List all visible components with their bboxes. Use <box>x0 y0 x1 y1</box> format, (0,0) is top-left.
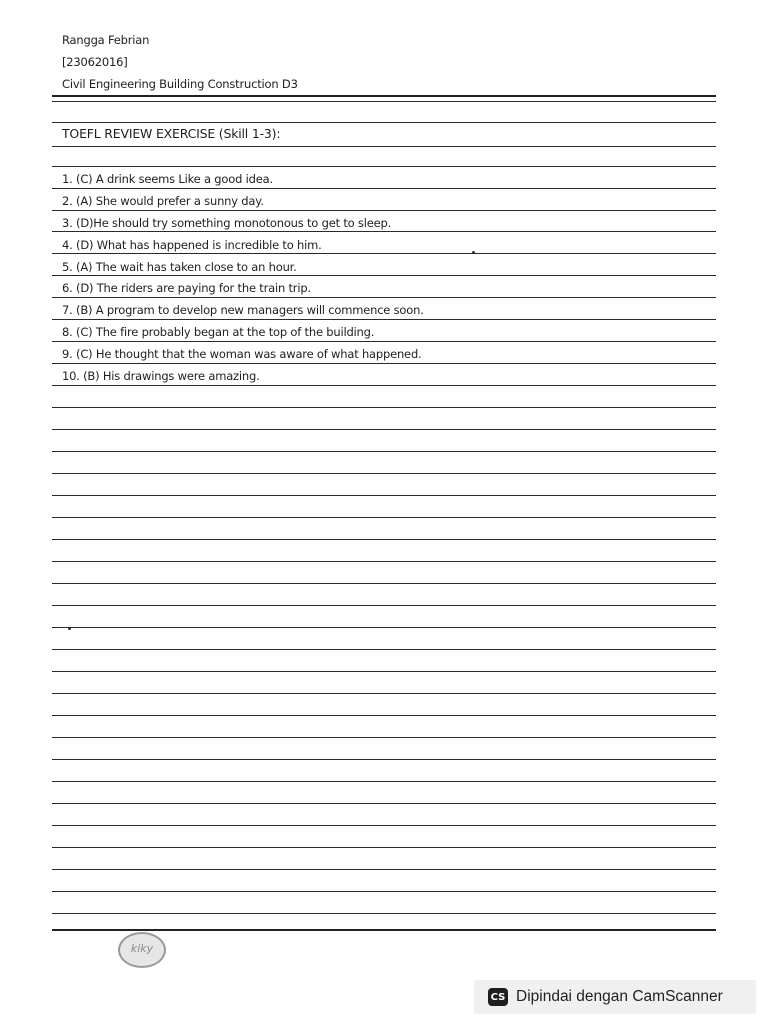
answer-line: 6. (D) The riders are paying for the train trip. <box>62 281 311 295</box>
ruled-line <box>52 253 716 254</box>
ruled-line <box>52 869 716 870</box>
answer-line: 4. (D) What has happened is incredible to him. <box>62 238 322 252</box>
ruled-line <box>52 583 716 584</box>
camscanner-watermark <box>474 980 756 1014</box>
ruled-line <box>52 210 716 211</box>
student-name: Rangga Febrian <box>62 33 150 47</box>
answer-line: 8. (C) The fire probably began at the top of the building. <box>62 325 375 339</box>
ruled-line <box>52 539 716 540</box>
ruled-line <box>52 319 716 320</box>
ruled-line <box>52 693 716 694</box>
ruled-line <box>52 715 716 716</box>
ruled-line <box>52 649 716 650</box>
answer-line: 5. (A) The wait has taken close to an hour. <box>62 260 297 274</box>
ruled-line <box>52 495 716 496</box>
ruled-line <box>52 737 716 738</box>
ruled-line <box>52 166 716 167</box>
ruled-line <box>52 363 716 364</box>
ruled-line <box>52 605 716 606</box>
ruled-line <box>52 231 716 232</box>
ruled-line <box>52 451 716 452</box>
ruled-line <box>52 407 716 408</box>
ruled-line <box>52 341 716 342</box>
ruled-line <box>52 759 716 760</box>
ruled-line <box>52 188 716 189</box>
exercise-title: TOEFL REVIEW EXERCISE (Skill 1-3): <box>62 126 281 141</box>
answer-line: 7. (B) A program to develop new managers will commence soon. <box>62 303 424 317</box>
study-program: Civil Engineering Building Construction D3 <box>62 77 298 91</box>
answer-line: 1. (C) A drink seems Like a good idea. <box>62 172 273 186</box>
ruled-line <box>52 429 716 430</box>
ruled-line <box>52 781 716 782</box>
ruled-line <box>52 671 716 672</box>
ruled-line <box>52 122 716 123</box>
notebook-logo: kiky <box>118 932 166 968</box>
ruled-line <box>52 627 716 628</box>
ruled-line <box>52 803 716 804</box>
ruled-line <box>52 385 716 386</box>
camscanner-text: Dipindai dengan CamScanner <box>516 988 723 1005</box>
ruled-line <box>52 146 716 147</box>
answer-line: 2. (A) She would prefer a sunny day. <box>62 194 264 208</box>
answer-line: 3. (D)He should try something monotonous to get to sleep. <box>62 216 392 230</box>
top-margin-rule-2 <box>52 101 716 102</box>
ruled-line <box>52 561 716 562</box>
ruled-line <box>52 517 716 518</box>
student-id: [23062016] <box>62 55 128 69</box>
top-margin-rule <box>52 95 716 97</box>
ruled-line <box>52 891 716 892</box>
camscanner-icon: CS <box>488 988 508 1006</box>
ruled-line <box>52 275 716 276</box>
ruled-line <box>52 913 716 914</box>
ruled-line <box>52 847 716 848</box>
ruled-line <box>52 825 716 826</box>
ruled-line <box>52 297 716 298</box>
ink-dot <box>472 251 475 254</box>
ruled-line <box>52 473 716 474</box>
answer-line: 10. (B) His drawings were amazing. <box>62 369 260 383</box>
bottom-ruled-line <box>52 929 716 931</box>
ink-dot <box>68 627 71 630</box>
answer-line: 9. (C) He thought that the woman was aware of what happened. <box>62 347 422 361</box>
